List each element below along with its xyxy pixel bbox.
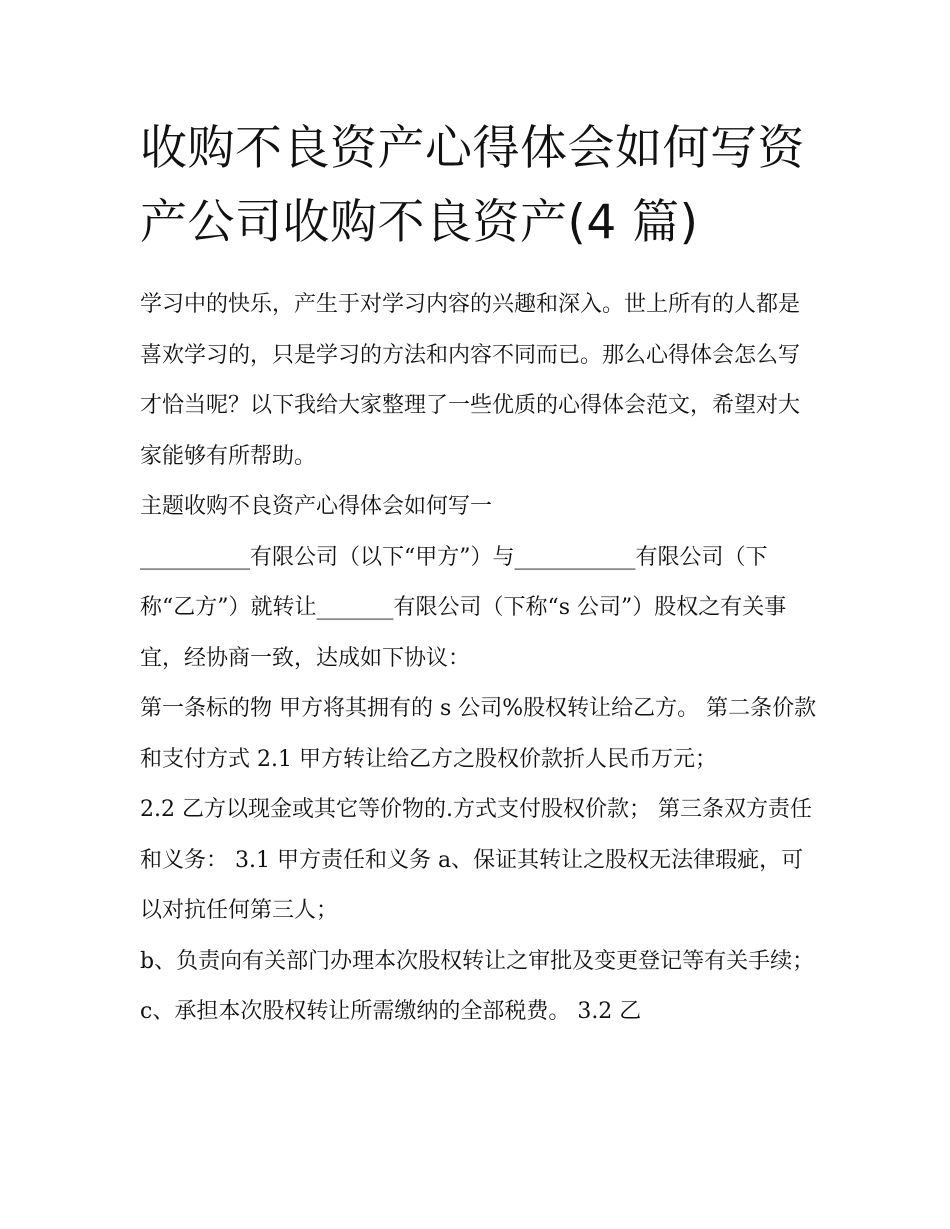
document-title: 收购不良资产心得体会如何写资产公司收购不良资产(4 篇) (140, 121, 805, 250)
intro-paragraph: 学习中的快乐，产生于对学习内容的兴趣和深入。世上所有的人都是喜欢学习的，只是学习的方法和内容不同而已。那么心得体会怎么写才恰当呢？以下我给大家整理了一些优质的心得体会范文，希望对大家能够有所帮助。 (140, 292, 801, 469)
article-3-continued-paragraph: b、负责向有关部门办理本次股权转让之审批及变更登记等有关手续； c、承担本次股权转让所需缴纳的全部税费。 3.2 乙 (140, 948, 815, 1024)
article-1-2-paragraph: 第一条标的物 甲方将其拥有的 s 公司%股权转让给乙方。 第二条价款和支付方式 2.1 甲方转让给乙方之股权价款折人民币万元； (140, 696, 817, 772)
document-body (140, 280, 820, 1038)
article-2-3-paragraph: 2.2 乙方以现金或其它等价物的.方式支付股权价款； 第三条双方责任和义务： 3.1 甲方责任和义务 a、保证其转让之股权无法律瑕疵，可以对抗任何第三人； (140, 797, 812, 923)
section-heading: 主题收购不良资产心得体会如何写一 (140, 494, 493, 519)
agreement-preamble: __________有限公司（以下“甲方”）与___________有限公司（下称“乙方”）就转让_______有限公司（下称“s 公司”）股权之有关事宜，经协商一致，达成如下协议： (140, 544, 787, 671)
